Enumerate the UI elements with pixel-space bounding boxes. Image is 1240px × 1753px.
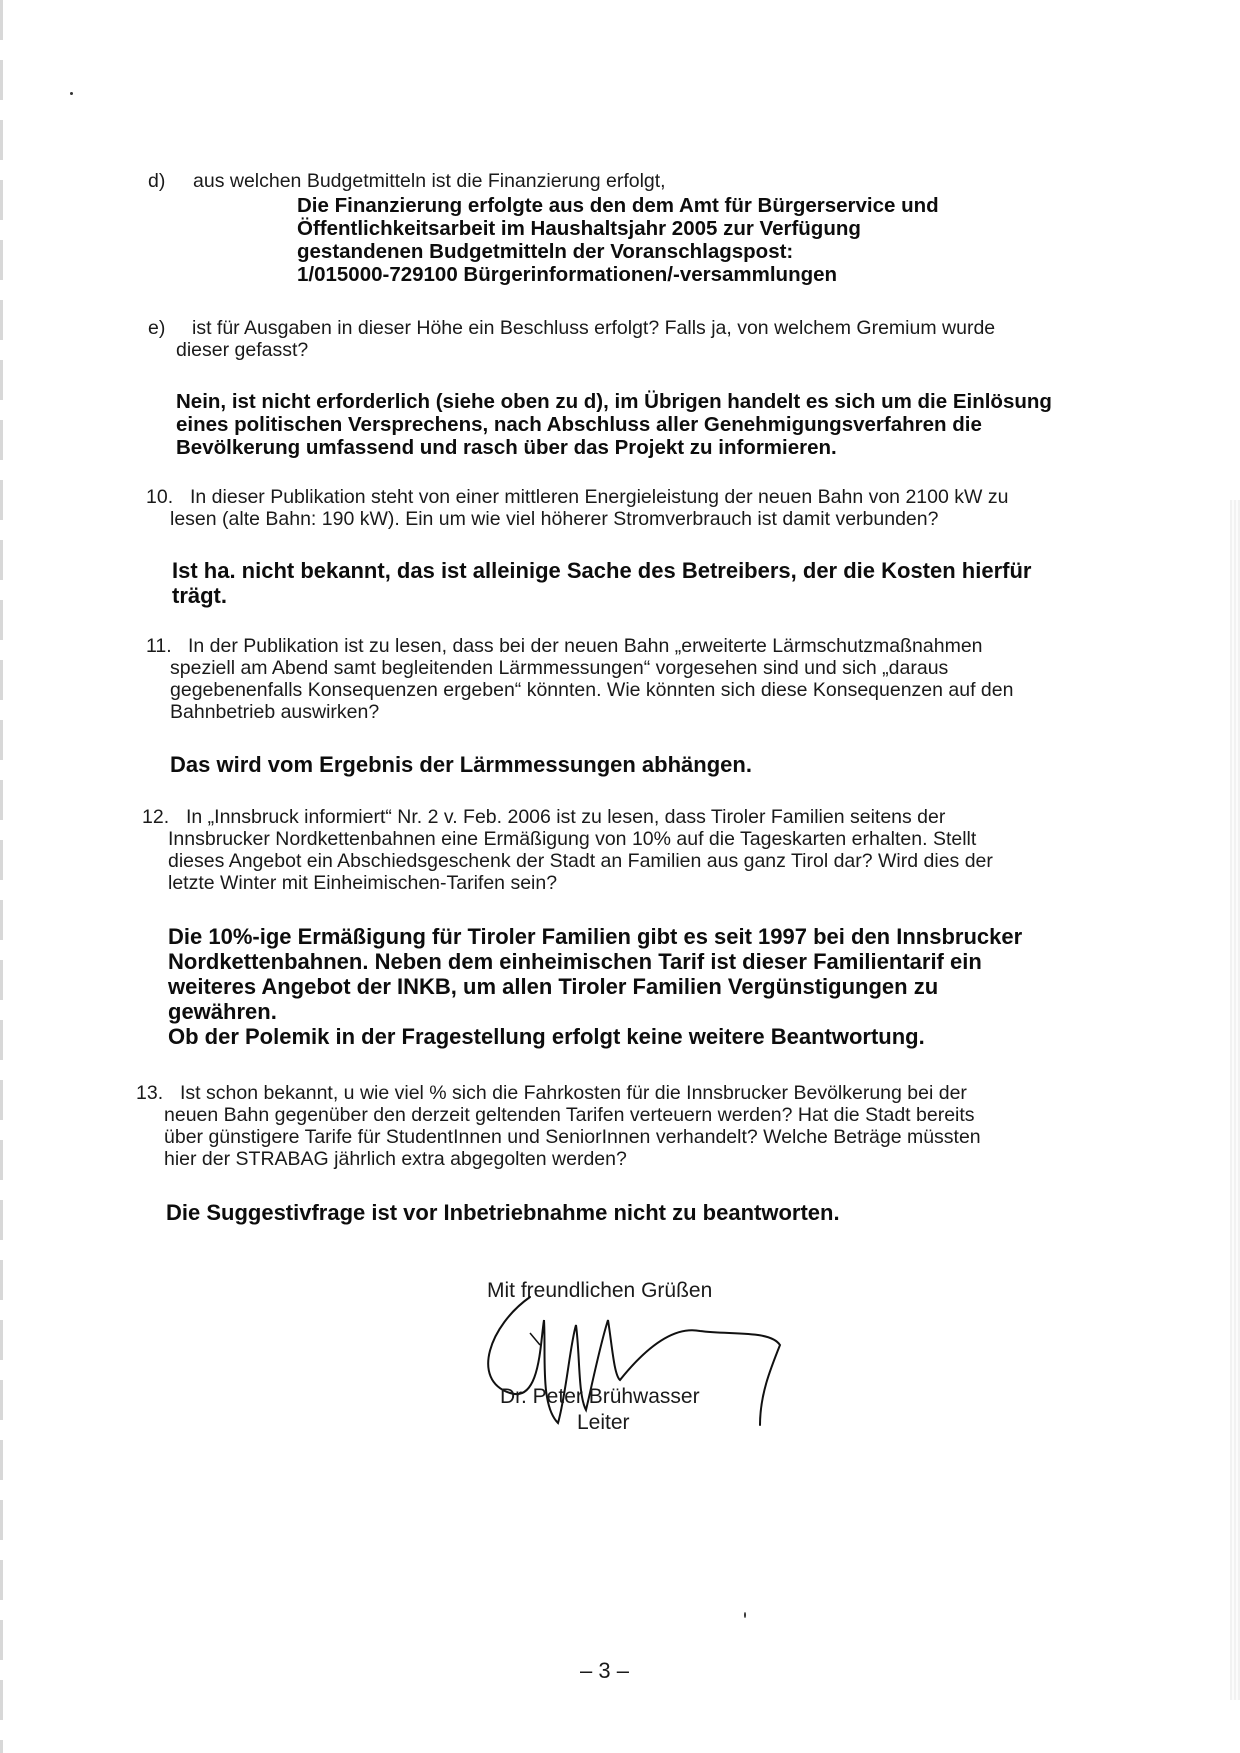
item-e-label: e) [148, 317, 166, 339]
item-10-question [146, 486, 1008, 530]
question-line: lesen (alte Bahn: 190 kW). Ein um wie viel höherer Stromverbrauch ist damit verbunden? [170, 508, 939, 530]
item-13-label: 13. [136, 1082, 164, 1104]
question-line: aus welchen Budgetmitteln ist die Finanzierung erfolgt, [193, 170, 666, 192]
item-13-question [136, 1082, 981, 1170]
item-13-answer [166, 1200, 840, 1225]
answer-line: Ist ha. nicht bekannt, das ist alleinige Sache des Betreibers, der die Kosten hierfür [172, 558, 1032, 583]
signer-title: Leiter [577, 1411, 630, 1434]
question-line: In „Innsbruck informiert“ Nr. 2 v. Feb. 2006 ist zu lesen, dass Tiroler Familien seitens der [186, 806, 946, 828]
answer-line: Die Finanzierung erfolgte aus den dem Amt für Bürgerservice und [297, 194, 939, 217]
question-line: In dieser Publikation steht von einer mittleren Energieleistung der neuen Bahn von 2100 kW zu [190, 486, 1009, 508]
closing-greeting: Mit freundlichen Grüßen [487, 1279, 713, 1302]
question-line: In der Publikation ist zu lesen, dass bei der neuen Bahn „erweiterte Lärmschutzmaßnahmen [188, 635, 983, 657]
answer-line: Nordkettenbahnen. Neben dem einheimischen Tarif ist dieser Familientarif ein [168, 949, 982, 974]
scan-speck [70, 92, 73, 95]
answer-line: gestandenen Budgetmitteln der Voranschlagspost: [297, 240, 794, 263]
answer-line: Ob der Polemik in der Fragestellung erfolgt keine weitere Beantwortung. [168, 1024, 925, 1049]
item-11-question [146, 635, 1013, 723]
answer-line: gewähren. [168, 999, 277, 1024]
item-d-label: d) [148, 170, 166, 192]
answer-line: Das wird vom Ergebnis der Lärmmessungen abhängen. [170, 752, 752, 777]
item-12-answer [168, 924, 1022, 1049]
answer-line: weiteres Angebot der INKB, um allen Tiroler Familien Vergünstigungen zu [168, 974, 939, 999]
question-line: Ist schon bekannt, u wie viel % sich die Fahrkosten für die Innsbrucker Bevölkerung bei der [180, 1082, 967, 1104]
answer-line: Bevölkerung umfassend und rasch über das Projekt zu informieren. [176, 436, 837, 459]
question-line: neuen Bahn gegenüber den derzeit geltenden Tarifen verteuern werden? Hat die Stadt bereits [164, 1104, 975, 1126]
answer-line: Die Suggestivfrage ist vor Inbetriebnahme nicht zu beantworten. [166, 1200, 840, 1225]
item-e-answer [176, 390, 1052, 459]
question-line: Bahnbetrieb auswirken? [170, 701, 380, 723]
item-10-label: 10. [146, 486, 174, 508]
scan-edge-right [1230, 500, 1240, 1700]
answer-line: trägt. [172, 583, 227, 608]
scan-speck [744, 1612, 746, 1618]
scan-edge-left [0, 0, 3, 1753]
item-d-question [148, 170, 666, 192]
question-line: gegebenenfalls Konsequenzen ergeben“ könnten. Wie könnten sich diese Konsequenzen auf den [170, 679, 1014, 701]
question-line: über günstigere Tarife für StudentInnen und SeniorInnen verhandelt? Welche Beträge müssten [164, 1126, 981, 1148]
item-d-answer [297, 194, 939, 286]
question-line: Innsbrucker Nordkettenbahnen eine Ermäßigung von 10% auf die Tageskarten erhalten. Stellt [168, 828, 977, 850]
signer-name: Dr. Peter Brühwasser [500, 1385, 700, 1408]
answer-line: Die 10%-ige Ermäßigung für Tiroler Familien gibt es seit 1997 bei den Innsbrucker [168, 924, 1023, 949]
page-number: – 3 – [580, 1658, 629, 1683]
question-line: ist für Ausgaben in dieser Höhe ein Beschluss erfolgt? Falls ja, von welchem Gremium wurde [192, 317, 996, 339]
item-12-question [142, 806, 993, 894]
item-e-question [148, 317, 995, 361]
answer-line: 1/015000-729100 Bürgerinformationen/-versammlungen [297, 263, 838, 286]
item-10-answer [172, 558, 1031, 608]
question-line: speziell am Abend samt begleitenden Lärmmessungen“ vorgesehen sind und sich „daraus [170, 657, 949, 679]
item-11-answer [170, 752, 752, 777]
question-line: letzte Winter mit Einheimischen-Tarifen sein? [168, 872, 558, 894]
answer-line: eines politischen Versprechens, nach Abschluss aller Genehmigungsverfahren die [176, 413, 982, 436]
question-line: dieses Angebot ein Abschiedsgeschenk der Stadt an Familien aus ganz Tirol dar? Wird dies der [168, 850, 993, 872]
question-line: dieser gefasst? [176, 339, 309, 361]
answer-line: Öffentlichkeitsarbeit im Haushaltsjahr 2005 zur Verfügung [297, 217, 861, 240]
signature-icon [470, 1285, 790, 1435]
item-12-label: 12. [142, 806, 170, 828]
item-11-label: 11. [146, 635, 172, 657]
question-line: hier der STRABAG jährlich extra abgegolten werden? [164, 1148, 627, 1170]
answer-line: Nein, ist nicht erforderlich (siehe oben zu d), im Übrigen handelt es sich um die Einlösung [176, 390, 1052, 413]
